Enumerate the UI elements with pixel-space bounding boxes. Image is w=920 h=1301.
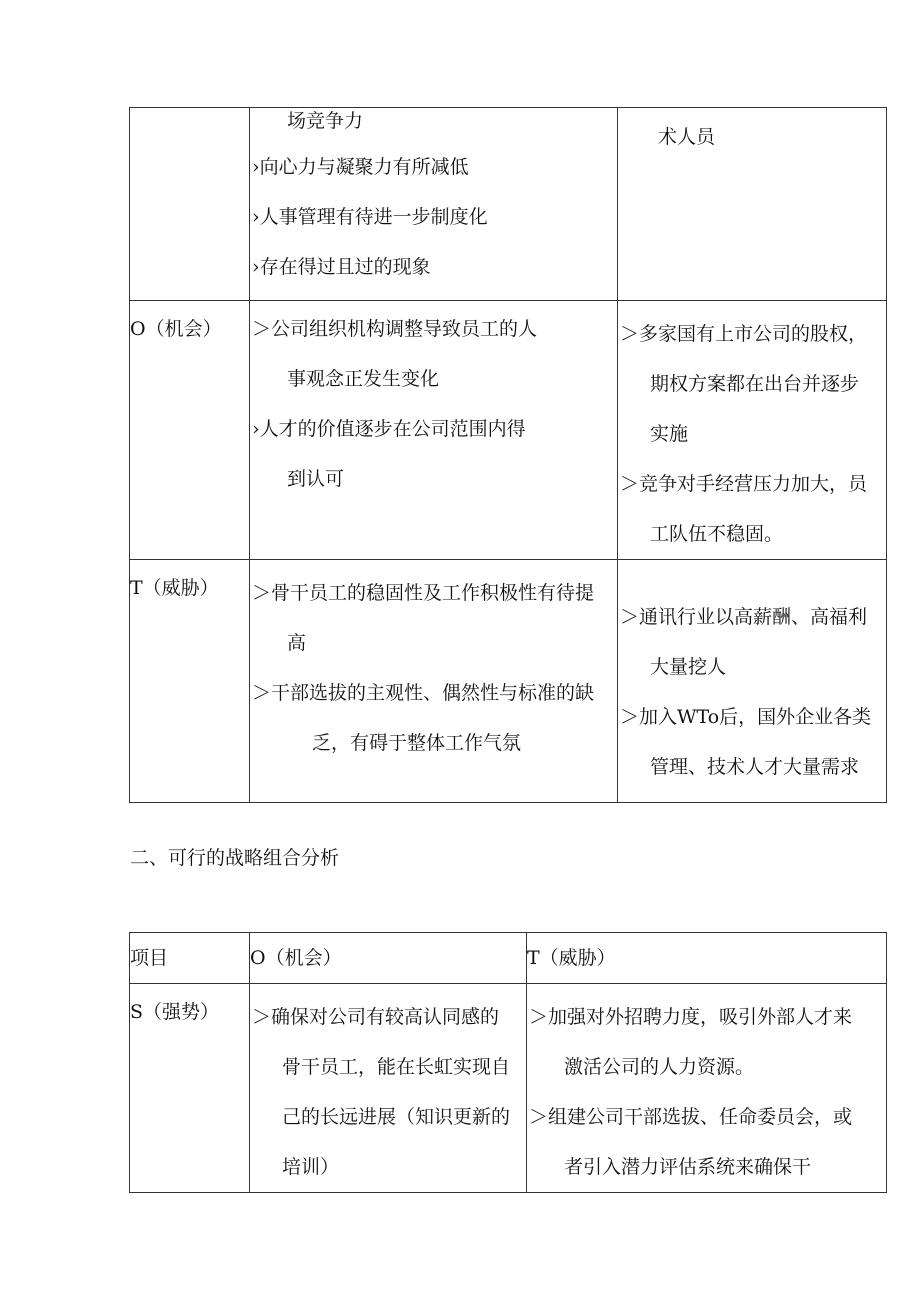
table-row: [130, 984, 887, 1193]
cell-line: 管理、技术人才大量需求: [650, 756, 860, 778]
cell-line: 场竞争力: [287, 110, 364, 132]
mid-cell: [250, 984, 527, 1193]
row-label: T（威胁）: [130, 577, 219, 599]
cell-line: 到认可: [287, 468, 345, 490]
row-label-cell: [130, 301, 250, 560]
cell-line: 骨干员工，能在长虹实现自: [282, 1056, 511, 1078]
cell-line: ＞组建公司干部选拔、任命委员会，或: [529, 1106, 853, 1128]
cell-line: ›人才的价值逐步在公司范围内得: [252, 418, 526, 440]
cell-line: 者引入潜力评估系统来确保干: [564, 1156, 812, 1178]
swot-table: [129, 107, 887, 803]
right-cell: [618, 108, 887, 301]
row-label: S（强势）: [130, 1001, 220, 1023]
strategy-table: [129, 932, 887, 1193]
cell-line: 大量挖人: [650, 656, 727, 678]
cell-line: ＞加入WTo后，国外企业各类: [620, 706, 872, 728]
row-label-cell: [130, 984, 250, 1193]
section-heading: 二、可行的战略组合分析: [130, 847, 340, 869]
cell-line: ＞竞争对手经营压力加大，员: [620, 473, 868, 495]
table-row: [130, 560, 887, 803]
cell-line: 激活公司的人力资源。: [564, 1056, 755, 1078]
cell-line: 事观念正发生变化: [287, 368, 440, 390]
cell-line: 高: [287, 632, 307, 654]
header-cell: T（威胁）: [527, 933, 887, 984]
cell-line: ＞通讯行业以高薪酬、高福利: [620, 606, 868, 628]
cell-line: 己的长远进展（知识更新的: [282, 1106, 511, 1128]
cell-line: ›人事管理有待进一步制度化: [252, 206, 488, 228]
cell-line: ＞干部选拔的主观性、偶然性与标准的缺: [252, 682, 595, 704]
mid-cell: [250, 108, 618, 301]
right-cell: [618, 301, 887, 560]
right-cell: [618, 560, 887, 803]
row-label-cell: [130, 108, 250, 301]
row-label: O（机会）: [130, 318, 222, 340]
cell-line: ›存在得过且过的现象: [252, 256, 431, 278]
cell-line: ＞多家国有上市公司的股权，: [620, 323, 868, 345]
cell-line: 实施: [650, 423, 689, 445]
header-cell: O（机会）: [250, 933, 527, 984]
cell-line: ＞公司组织机构调整导致员工的人: [252, 318, 538, 340]
mid-cell: [250, 301, 618, 560]
table-row: [130, 301, 887, 560]
table-row: [130, 108, 887, 301]
cell-line: ›向心力与凝聚力有所减低: [252, 156, 469, 178]
row-label-cell: [130, 560, 250, 803]
cell-line: ＞加强对外招聘力度，吸引外部人才来: [529, 1006, 853, 1028]
right-cell: [527, 984, 887, 1193]
cell-line: ＞确保对公司有较高认同感的: [252, 1006, 500, 1028]
cell-line: 期权方案都在出台并逐步: [650, 373, 860, 395]
mid-cell: [250, 560, 618, 803]
header-cell: 项目: [130, 933, 250, 984]
cell-line: 乏，有碍于整体工作气氛: [312, 732, 522, 754]
table-header-row: [130, 933, 887, 984]
cell-line: 培训）: [282, 1156, 340, 1178]
cell-line: 工队伍不稳固。: [650, 523, 784, 545]
cell-line: 术人员: [658, 126, 716, 148]
cell-line: ＞骨干员工的稳固性及工作积极性有待提: [252, 582, 595, 604]
